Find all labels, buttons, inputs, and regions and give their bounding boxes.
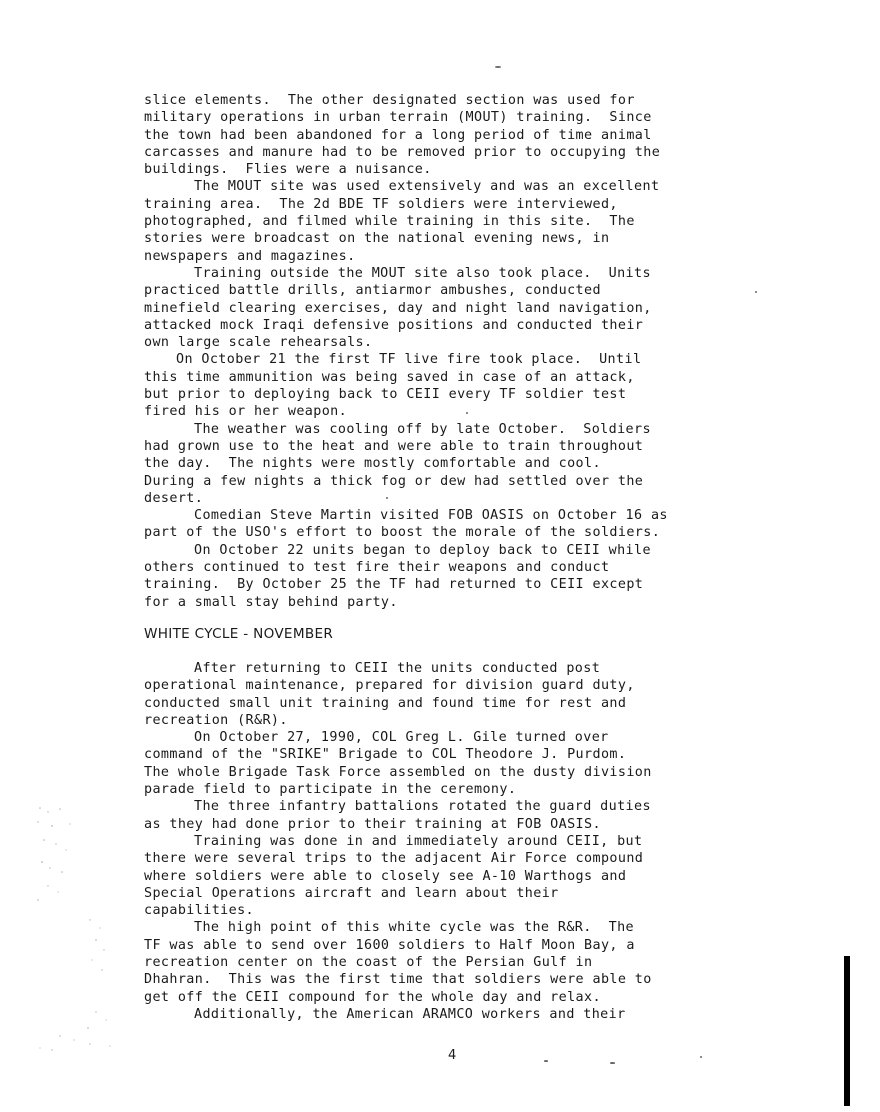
text-line: this time ammunition was being saved in case of an attack, xyxy=(144,369,635,385)
body-text-top xyxy=(144,92,784,611)
body-text-bottom xyxy=(144,660,784,1023)
text-line: newspapers and magazines. xyxy=(144,248,356,264)
text-line: there were several trips to the adjacent Air Force compound xyxy=(144,851,644,867)
text-line: During a few nights a thick fog or dew had settled over the xyxy=(144,473,644,489)
scan-speck xyxy=(386,497,388,499)
text-line: others continued to test fire their weapons and conduct xyxy=(144,560,610,576)
scan-edge-mark xyxy=(844,956,850,1106)
text-line: but prior to deploying back to CEII every TF soldier test xyxy=(144,387,627,403)
scan-speck xyxy=(544,1060,548,1062)
text-line: TF was able to send over 1600 soldiers to Half Moon Bay, a xyxy=(144,937,635,953)
text-line: Special Operations aircraft and learn about their xyxy=(144,885,559,901)
text-line: capabilities. xyxy=(144,903,255,919)
text-line: training. By October 25 the TF had returned to CEII except xyxy=(144,577,644,593)
text-line: command of the "SRIKE" Brigade to COL Theodore J. Purdom. xyxy=(144,747,627,763)
scan-speck xyxy=(755,291,757,293)
text-line: where soldiers were able to closely see A-10 Warthogs and xyxy=(144,868,627,884)
text-line: The weather was cooling off by late October. Soldiers xyxy=(194,421,651,437)
text-line: stories were broadcast on the national evening news, in xyxy=(144,231,610,247)
text-line: After returning to CEII the units conducted post xyxy=(194,661,601,676)
section-heading: WHITE CYCLE - NOVEMBER xyxy=(144,626,334,642)
text-line: for a small stay behind party. xyxy=(144,594,398,610)
text-line: The MOUT site was used extensively and was an excellent xyxy=(194,179,660,195)
text-line: On October 22 units began to deploy back to CEII while xyxy=(194,542,651,558)
text-line: the town had been abandoned for a long period of time animal xyxy=(144,127,652,143)
text-line: slice elements. The other designated section was used for xyxy=(144,93,635,108)
text-line: carcasses and manure had to be removed prior to occupying the xyxy=(144,144,661,160)
text-line: fired his or her weapon. xyxy=(144,404,348,420)
text-line: minefield clearing exercises, day and night land navigation, xyxy=(144,300,652,316)
text-line: desert. xyxy=(144,490,204,506)
scan-speck xyxy=(610,1062,615,1064)
scan-speck xyxy=(495,66,501,68)
text-line: training area. The 2d BDE TF soldiers were interviewed, xyxy=(144,196,618,212)
text-line: On October 27, 1990, COL Greg L. Gile turned over xyxy=(194,730,609,746)
text-line: The high point of this white cycle was the R&R. The xyxy=(194,920,635,936)
text-line: photographed, and filmed while training in this site. The xyxy=(144,214,635,230)
text-line: Dhahran. This was the first time that soldiers were able to xyxy=(144,972,652,988)
page-number: 4 xyxy=(448,1048,457,1063)
text-line: On October 21 the first TF live fire took place. Until xyxy=(176,352,642,368)
text-line: the day. The nights were mostly comfortable and cool. xyxy=(144,456,601,472)
text-line: get off the CEII compound for the whole day and relax. xyxy=(144,989,601,1005)
text-line: attacked mock Iraqi defensive positions and conducted their xyxy=(144,317,644,333)
text-line: part of the USO's effort to boost the morale of the soldiers. xyxy=(144,525,661,541)
text-line: practiced battle drills, antiarmor ambushes, conducted xyxy=(144,283,601,299)
text-line: had grown use to the heat and were able to train throughout xyxy=(144,438,644,454)
text-line: The whole Brigade Task Force assembled on the dusty division xyxy=(144,764,652,780)
text-line: operational maintenance, prepared for division guard duty, xyxy=(144,678,635,694)
text-line: buildings. Flies were a nuisance. xyxy=(144,162,432,178)
text-line: recreation (R&R). xyxy=(144,712,288,728)
text-line: Additionally, the American ARAMCO workers and their xyxy=(194,1006,626,1022)
text-line: The three infantry battalions rotated the guard duties xyxy=(194,799,651,815)
scan-speck xyxy=(700,1056,702,1058)
text-line: own large scale rehearsals. xyxy=(144,335,373,351)
text-line: as they had done prior to their training at FOB OASIS. xyxy=(144,816,601,832)
text-line: Training outside the MOUT site also took place. Units xyxy=(194,265,651,281)
text-line: conducted small unit training and found time for rest and xyxy=(144,695,627,711)
text-line: recreation center on the coast of the Persian Gulf in xyxy=(144,955,593,971)
text-line: Training was done in and immediately around CEII, but xyxy=(194,833,643,849)
scan-noise-artifact xyxy=(30,800,130,1060)
text-line: parade field to participate in the ceremony. xyxy=(144,782,517,798)
scan-speck xyxy=(466,412,468,414)
text-line: military operations in urban terrain (MOUT) training. Since xyxy=(144,110,652,126)
text-line: Comedian Steve Martin visited FOB OASIS on October 16 as xyxy=(194,508,668,524)
